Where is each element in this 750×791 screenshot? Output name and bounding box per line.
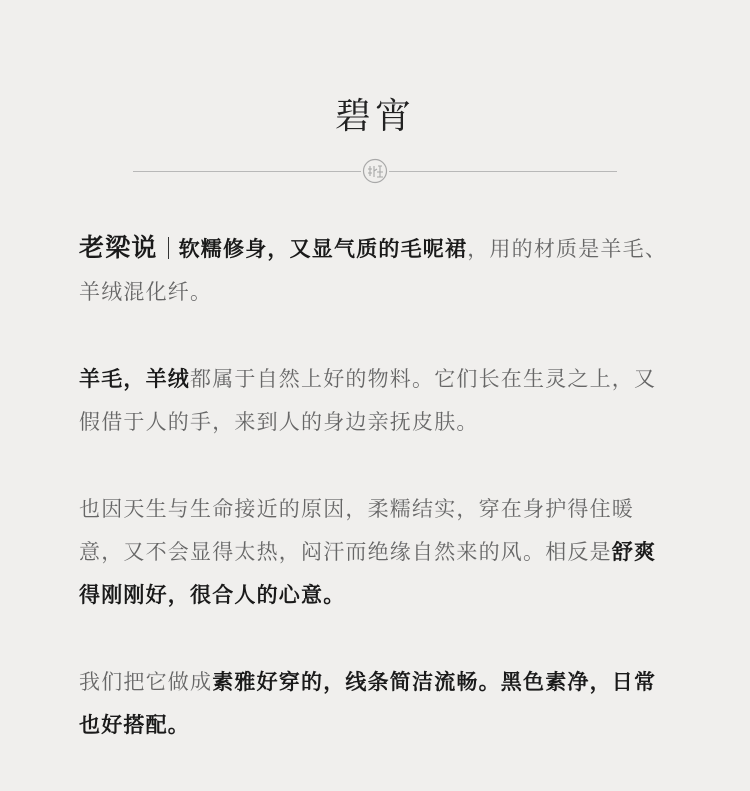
design-paragraph [79, 661, 675, 747]
material-paragraph [79, 358, 675, 444]
author-label: 老梁说 [79, 233, 158, 262]
article-body [79, 226, 675, 791]
intro-paragraph [79, 226, 675, 314]
material-text: 都属于自然上好的物料。它们长在生灵之上，又假借于人的手，来到人的身边亲抚皮肤。 [79, 367, 657, 434]
author-separator [168, 237, 169, 259]
comfort-paragraph [79, 488, 675, 617]
design-text: 我们把它做成 [79, 670, 213, 694]
comfort-text: 也因天生与生命接近的原因，柔糯结实，穿在身护得住暖意，又不会显得太热，闷汗而绝缘自然来的风。相反是 [79, 497, 634, 564]
design-highlight: 素雅好穿的，线条简洁流畅。黑色素净，日常也好搭配。 [79, 670, 657, 737]
comfort-highlight: 舒爽得刚刚好，很合人的心意。 [79, 540, 657, 607]
divider-line-left [133, 171, 361, 172]
intro-text: ，用的材质是羊毛、羊绒混化纤。 [79, 237, 668, 304]
page-title: 碧宵 [334, 96, 415, 137]
divider-line-right [389, 171, 617, 172]
seal-icon [362, 158, 388, 184]
material-highlight: 羊毛，羊绒 [79, 367, 190, 391]
title-divider [133, 158, 617, 186]
intro-highlight: 软糯修身，又显气质的毛呢裙 [178, 237, 468, 261]
